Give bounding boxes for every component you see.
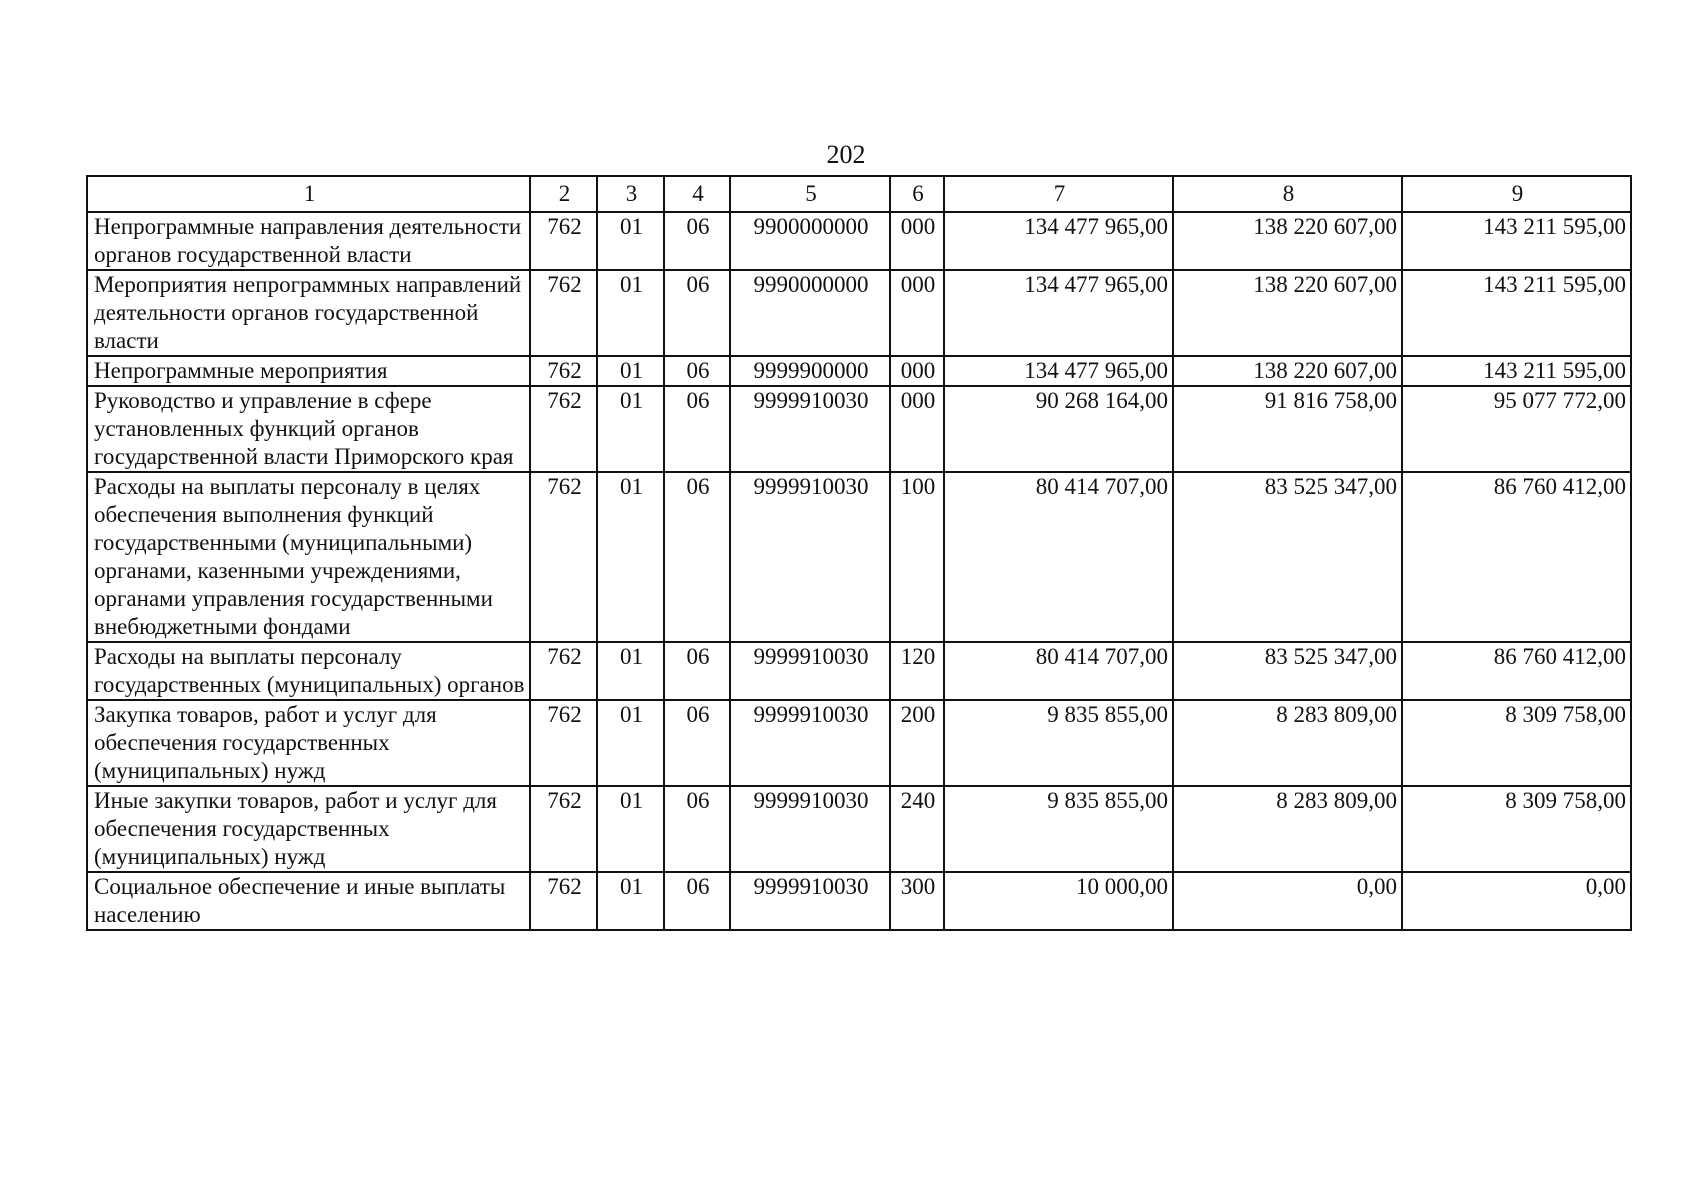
amount-cell: 134 477 965,00 — [944, 270, 1173, 356]
code-cell: 06 — [664, 872, 730, 930]
row-name: Закупка товаров, работ и услуг для обеспечения государственных (муниципальных) нужд — [87, 700, 530, 786]
amount-cell: 91 816 758,00 — [1173, 386, 1402, 472]
amount-cell: 90 268 164,00 — [944, 386, 1173, 472]
table-row — [87, 786, 1631, 872]
header-cell: 5 — [730, 176, 890, 212]
header-row — [87, 176, 1631, 212]
amount-cell: 143 211 595,00 — [1402, 270, 1631, 356]
code-cell: 01 — [597, 212, 664, 270]
code-cell: 06 — [664, 642, 730, 700]
row-name: Непрограммные направления деятельности органов государственной власти — [87, 212, 530, 270]
code-cell: 762 — [530, 386, 597, 472]
code-cell: 762 — [530, 356, 597, 386]
code-cell: 01 — [597, 386, 664, 472]
row-name: Иные закупки товаров, работ и услуг для обеспечения государственных (муниципальных) нужд — [87, 786, 530, 872]
amount-cell: 80 414 707,00 — [944, 472, 1173, 642]
amount-cell: 8 309 758,00 — [1402, 700, 1631, 786]
code-cell: 01 — [597, 356, 664, 386]
table-row — [87, 642, 1631, 700]
table-row — [87, 212, 1631, 270]
table-row — [87, 386, 1631, 472]
table-row — [87, 270, 1631, 356]
code-cell: 9999910030 — [730, 872, 890, 930]
code-cell: 06 — [664, 356, 730, 386]
code-cell: 000 — [890, 212, 944, 270]
code-cell: 9999910030 — [730, 700, 890, 786]
row-name: Руководство и управление в сфере установленных функций органов государственной власти Приморского края — [87, 386, 530, 472]
code-cell: 762 — [530, 642, 597, 700]
code-cell: 9900000000 — [730, 212, 890, 270]
row-name: Непрограммные мероприятия — [87, 356, 530, 386]
row-name: Мероприятия непрограммных направлений деятельности органов государственной власти — [87, 270, 530, 356]
amount-cell: 9 835 855,00 — [944, 786, 1173, 872]
header-cell: 8 — [1173, 176, 1402, 212]
code-cell: 300 — [890, 872, 944, 930]
code-cell: 06 — [664, 472, 730, 642]
code-cell: 06 — [664, 212, 730, 270]
amount-cell: 8 309 758,00 — [1402, 786, 1631, 872]
code-cell: 762 — [530, 700, 597, 786]
code-cell: 06 — [664, 786, 730, 872]
table-row — [87, 356, 1631, 386]
header-cell: 2 — [530, 176, 597, 212]
amount-cell: 8 283 809,00 — [1173, 700, 1402, 786]
amount-cell: 143 211 595,00 — [1402, 356, 1631, 386]
amount-cell: 83 525 347,00 — [1173, 642, 1402, 700]
amount-cell: 0,00 — [1173, 872, 1402, 930]
code-cell: 000 — [890, 386, 944, 472]
header-cell: 4 — [664, 176, 730, 212]
page-number: 202 — [826, 140, 866, 169]
amount-cell: 0,00 — [1402, 872, 1631, 930]
code-cell: 762 — [530, 472, 597, 642]
code-cell: 762 — [530, 212, 597, 270]
amount-cell: 138 220 607,00 — [1173, 270, 1402, 356]
header-cell: 9 — [1402, 176, 1631, 212]
amount-cell: 134 477 965,00 — [944, 212, 1173, 270]
table-row — [87, 872, 1631, 930]
header-cell: 1 — [87, 176, 530, 212]
amount-cell: 83 525 347,00 — [1173, 472, 1402, 642]
amount-cell: 10 000,00 — [944, 872, 1173, 930]
amount-cell: 86 760 412,00 — [1402, 472, 1631, 642]
code-cell: 9999900000 — [730, 356, 890, 386]
code-cell: 01 — [597, 700, 664, 786]
amount-cell: 143 211 595,00 — [1402, 212, 1631, 270]
code-cell: 01 — [597, 642, 664, 700]
row-name: Расходы на выплаты персоналу в целях обеспечения выполнения функций государственными (муниципальными) органами, казенными учреждениями, органами управления государственными внебюджетными фондами — [87, 472, 530, 642]
code-cell: 000 — [890, 356, 944, 386]
amount-cell: 8 283 809,00 — [1173, 786, 1402, 872]
code-cell: 01 — [597, 872, 664, 930]
table-row — [87, 700, 1631, 786]
code-cell: 06 — [664, 700, 730, 786]
code-cell: 762 — [530, 786, 597, 872]
budget-table — [86, 175, 1632, 931]
code-cell: 120 — [890, 642, 944, 700]
amount-cell: 86 760 412,00 — [1402, 642, 1631, 700]
code-cell: 9999910030 — [730, 786, 890, 872]
code-cell: 200 — [890, 700, 944, 786]
amount-cell: 95 077 772,00 — [1402, 386, 1631, 472]
header-cell: 7 — [944, 176, 1173, 212]
row-name: Социальное обеспечение и иные выплаты населению — [87, 872, 530, 930]
code-cell: 9990000000 — [730, 270, 890, 356]
amount-cell: 80 414 707,00 — [944, 642, 1173, 700]
code-cell: 240 — [890, 786, 944, 872]
code-cell: 9999910030 — [730, 642, 890, 700]
header-cell: 6 — [890, 176, 944, 212]
code-cell: 9999910030 — [730, 472, 890, 642]
row-name: Расходы на выплаты персоналу государственных (муниципальных) органов — [87, 642, 530, 700]
code-cell: 762 — [530, 872, 597, 930]
table-row — [87, 472, 1631, 642]
code-cell: 06 — [664, 386, 730, 472]
code-cell: 100 — [890, 472, 944, 642]
amount-cell: 9 835 855,00 — [944, 700, 1173, 786]
header-cell: 3 — [597, 176, 664, 212]
code-cell: 06 — [664, 270, 730, 356]
code-cell: 01 — [597, 786, 664, 872]
amount-cell: 134 477 965,00 — [944, 356, 1173, 386]
code-cell: 01 — [597, 270, 664, 356]
code-cell: 01 — [597, 472, 664, 642]
code-cell: 762 — [530, 270, 597, 356]
code-cell: 9999910030 — [730, 386, 890, 472]
code-cell: 000 — [890, 270, 944, 356]
amount-cell: 138 220 607,00 — [1173, 356, 1402, 386]
amount-cell: 138 220 607,00 — [1173, 212, 1402, 270]
